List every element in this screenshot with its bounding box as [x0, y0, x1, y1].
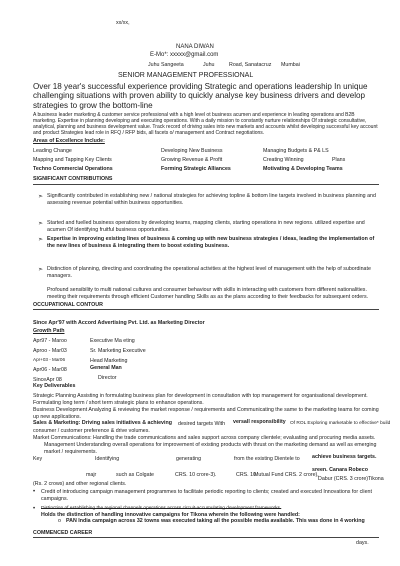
area-item: Techno Commercial Operations	[33, 166, 113, 172]
area-item: Forming Strategic Alliances	[161, 166, 231, 172]
area-item: Mapping and Tapping Key Clients	[33, 157, 112, 163]
key-line-word: from the existing Dientele to	[234, 456, 300, 462]
area-item: Developing New Business	[161, 148, 223, 154]
bullet-icon: ➣	[38, 267, 44, 273]
sales-bold: versall responsibility	[233, 419, 286, 425]
growth-role: Sr. Marketing Executive	[90, 348, 146, 354]
key-line-word: Identifying	[95, 456, 120, 462]
growth-period: SinceApr 08	[33, 377, 62, 383]
contribution-item: Expertise in improving existing lines of business & coming up with new business strategies / ideas, leading the implementation of the new lines of business & integrating them to boost existing business.	[47, 236, 375, 249]
majr-line-word: Mutual Fund CRS. 2 crore),	[254, 472, 319, 478]
growth-role: General Man	[90, 365, 122, 371]
address-part-1: Juhu Sangeeta	[148, 62, 184, 68]
commenced-heading: COMMENCED CAREER	[33, 530, 93, 536]
growth-period: Apr+03 - Mar06	[33, 357, 66, 362]
area-item: Leading Change	[33, 148, 72, 154]
deliverable-item: Management Understanding overall operations for improvement of existing products with thrust on the marketing demand as well as emerging market / requirements.	[44, 442, 377, 455]
majr-line-word: Dabur (CRS. 3 crore)	[318, 476, 369, 482]
area-item: Growing Revenue & Profit	[161, 157, 223, 163]
occupational-heading: OCCUPATIONAL CONTOUR	[33, 302, 103, 308]
section-divider	[33, 184, 379, 185]
key-line-word: achieve business targets.	[312, 454, 377, 460]
majr-line-word: Tikona	[368, 476, 384, 482]
section-divider	[33, 309, 379, 310]
campaign-item: Credit of introducing campaign management programmes to facilitate periodic reporting to clients; created and executed Innovations for client campaigns.	[41, 489, 372, 502]
bullet-icon: •	[33, 489, 36, 495]
bullet-icon: •	[33, 506, 36, 512]
area-item: Plans	[332, 157, 346, 163]
growth-period: Aproo - Mar03	[33, 348, 67, 354]
area-item: Managing Budgets & P& LS	[263, 148, 329, 154]
contribution-item: Distinction of planning, directing and coordinating the operational activities at the highest level of management with the help of subordinate managers.	[47, 266, 371, 279]
pan-india-line: PAN India campaign across 32 towns was executed taking all the possible media available. This was done in 4 working	[66, 518, 365, 524]
growth-role: Director	[98, 375, 117, 381]
reference-line: xx/xx,	[116, 20, 130, 26]
summary-headline: Over 18 year's successful experience providing Strategic and operations leadership In unique challenging situations with proven ability to quickly analyse key business drivers and develop strategies to grow the bottom-line	[33, 82, 368, 110]
majr-line-word: such as Colgate	[116, 472, 154, 478]
email-line: E-Mo*: xxxxx@gmail.com	[150, 52, 219, 58]
address-part-4: Mumbai	[281, 62, 300, 68]
majr-line-word: CRS. 10 crore-3).	[175, 472, 217, 478]
bullet-icon: ➣	[38, 221, 44, 227]
sales-continued: consumer / customer preference & drive volumes.	[33, 428, 150, 434]
growth-period: Apr97 - Maroo	[33, 338, 67, 344]
growth-heading: Growth Path	[33, 328, 65, 334]
sales-tail: Of ROL Exploring marketable to effective* build	[290, 421, 391, 426]
overlap-text: sreen. Canara Robeco	[312, 467, 368, 473]
contributions-heading: SIGNIFICANT CONTRIBUTIONS	[33, 176, 113, 182]
majr-continued: (Rs. 2 crows) and other regional clients.	[33, 481, 127, 487]
key-line-word: generating	[176, 456, 202, 462]
majr-line-word: CRS. 10	[236, 472, 257, 478]
deliverable-item: Business Development Analyzing & reviewing the market response / requirements and Communicating the same to the marketing teams for coming up new applications.	[33, 407, 379, 420]
majr-line-word: majr	[86, 472, 97, 478]
area-item: Motivating & Developing Teams	[263, 166, 343, 172]
growth-role: Head Marketing	[90, 358, 128, 364]
circle-bullet-icon: o	[58, 518, 61, 524]
growth-role: Executive Ma eting	[90, 338, 135, 344]
candidate-name: NANA DIWAN	[176, 44, 214, 50]
section-divider	[33, 537, 379, 538]
contribution-item: Significantly contributed in establishing new / national strategies for achieving topline & bottom line targets involved in business planning and assessing revenue potential within business opportunities.	[47, 193, 376, 206]
company-line: Since Apr'97 with Accord Advertising Pvt. Ltd. as Marketing Director	[33, 320, 205, 326]
deliverable-item: Formulating long term / short term strategic plans to enhance operations.	[33, 400, 204, 406]
professional-title: SENIOR MANAGEMENT PROFESSIONAL	[118, 72, 254, 79]
sales-label: Sales & Marketing: Driving sales initiatives & achieving	[33, 420, 172, 426]
campaign-item: Distinction of establishing the regional channels operations across circuit-accumulating development frameworks.	[41, 506, 282, 511]
contribution-item: Profound sensibility to multi national cultures and consumer behaviour with skills in interacting with customers from different nationalities. meeting their requirements through efficient Customer handling Skills as as the plans according to their feedbacks for subsequent orders.	[47, 287, 369, 300]
growth-period: Apr06 - Mar08	[33, 367, 67, 373]
deliverables-heading: Key Deliverables	[33, 383, 76, 389]
area-item: Creating Winning	[263, 157, 304, 163]
deliverable-item: Market Communications: Handling the trade communications and sales support across company clientele; evaluating and procuring media assets.	[33, 435, 376, 441]
summary-body: A business leader marketing & customer service professional with a high level ot business acumen and experience in leading operations and B2B marketing. Expertise in planning developing and executing operations. With a daily mission to constantly nurture relationships Of strategic consultative, analytical, planning and business development value. Track record of driving sales into new markets and accounts whilst developing successful key account and product Strategies lead role in RFQ / RFP bids, all facets o/ management and Contract negotiations.	[33, 112, 378, 136]
bullet-icon: ➣	[38, 194, 44, 200]
address-part-3: Road, Sanatacruz	[229, 62, 272, 68]
contribution-item: Started and fuelled business operations by developing teams, mapping clients, starting operations in new regions. utilized expertise and acumen Of identifying fruitful business opportunities.	[47, 220, 365, 233]
key-line-word: Key	[33, 456, 43, 462]
bullet-icon: ➣	[38, 237, 44, 243]
areas-heading: Areas of Excellence Include:	[33, 138, 105, 144]
address-part-2: Juhu	[203, 62, 215, 68]
sales-mid: desired targets With	[178, 421, 226, 427]
campaign-distinction: Holds the distinction of handling innovative campaigns for Tikona wherein the following were handled:	[41, 512, 300, 518]
pan-india-end: days.	[356, 540, 369, 546]
deliverable-item: Strategic Planning Assisting in formulating business plan for development in consultation with top management for organisational development.	[33, 393, 368, 399]
